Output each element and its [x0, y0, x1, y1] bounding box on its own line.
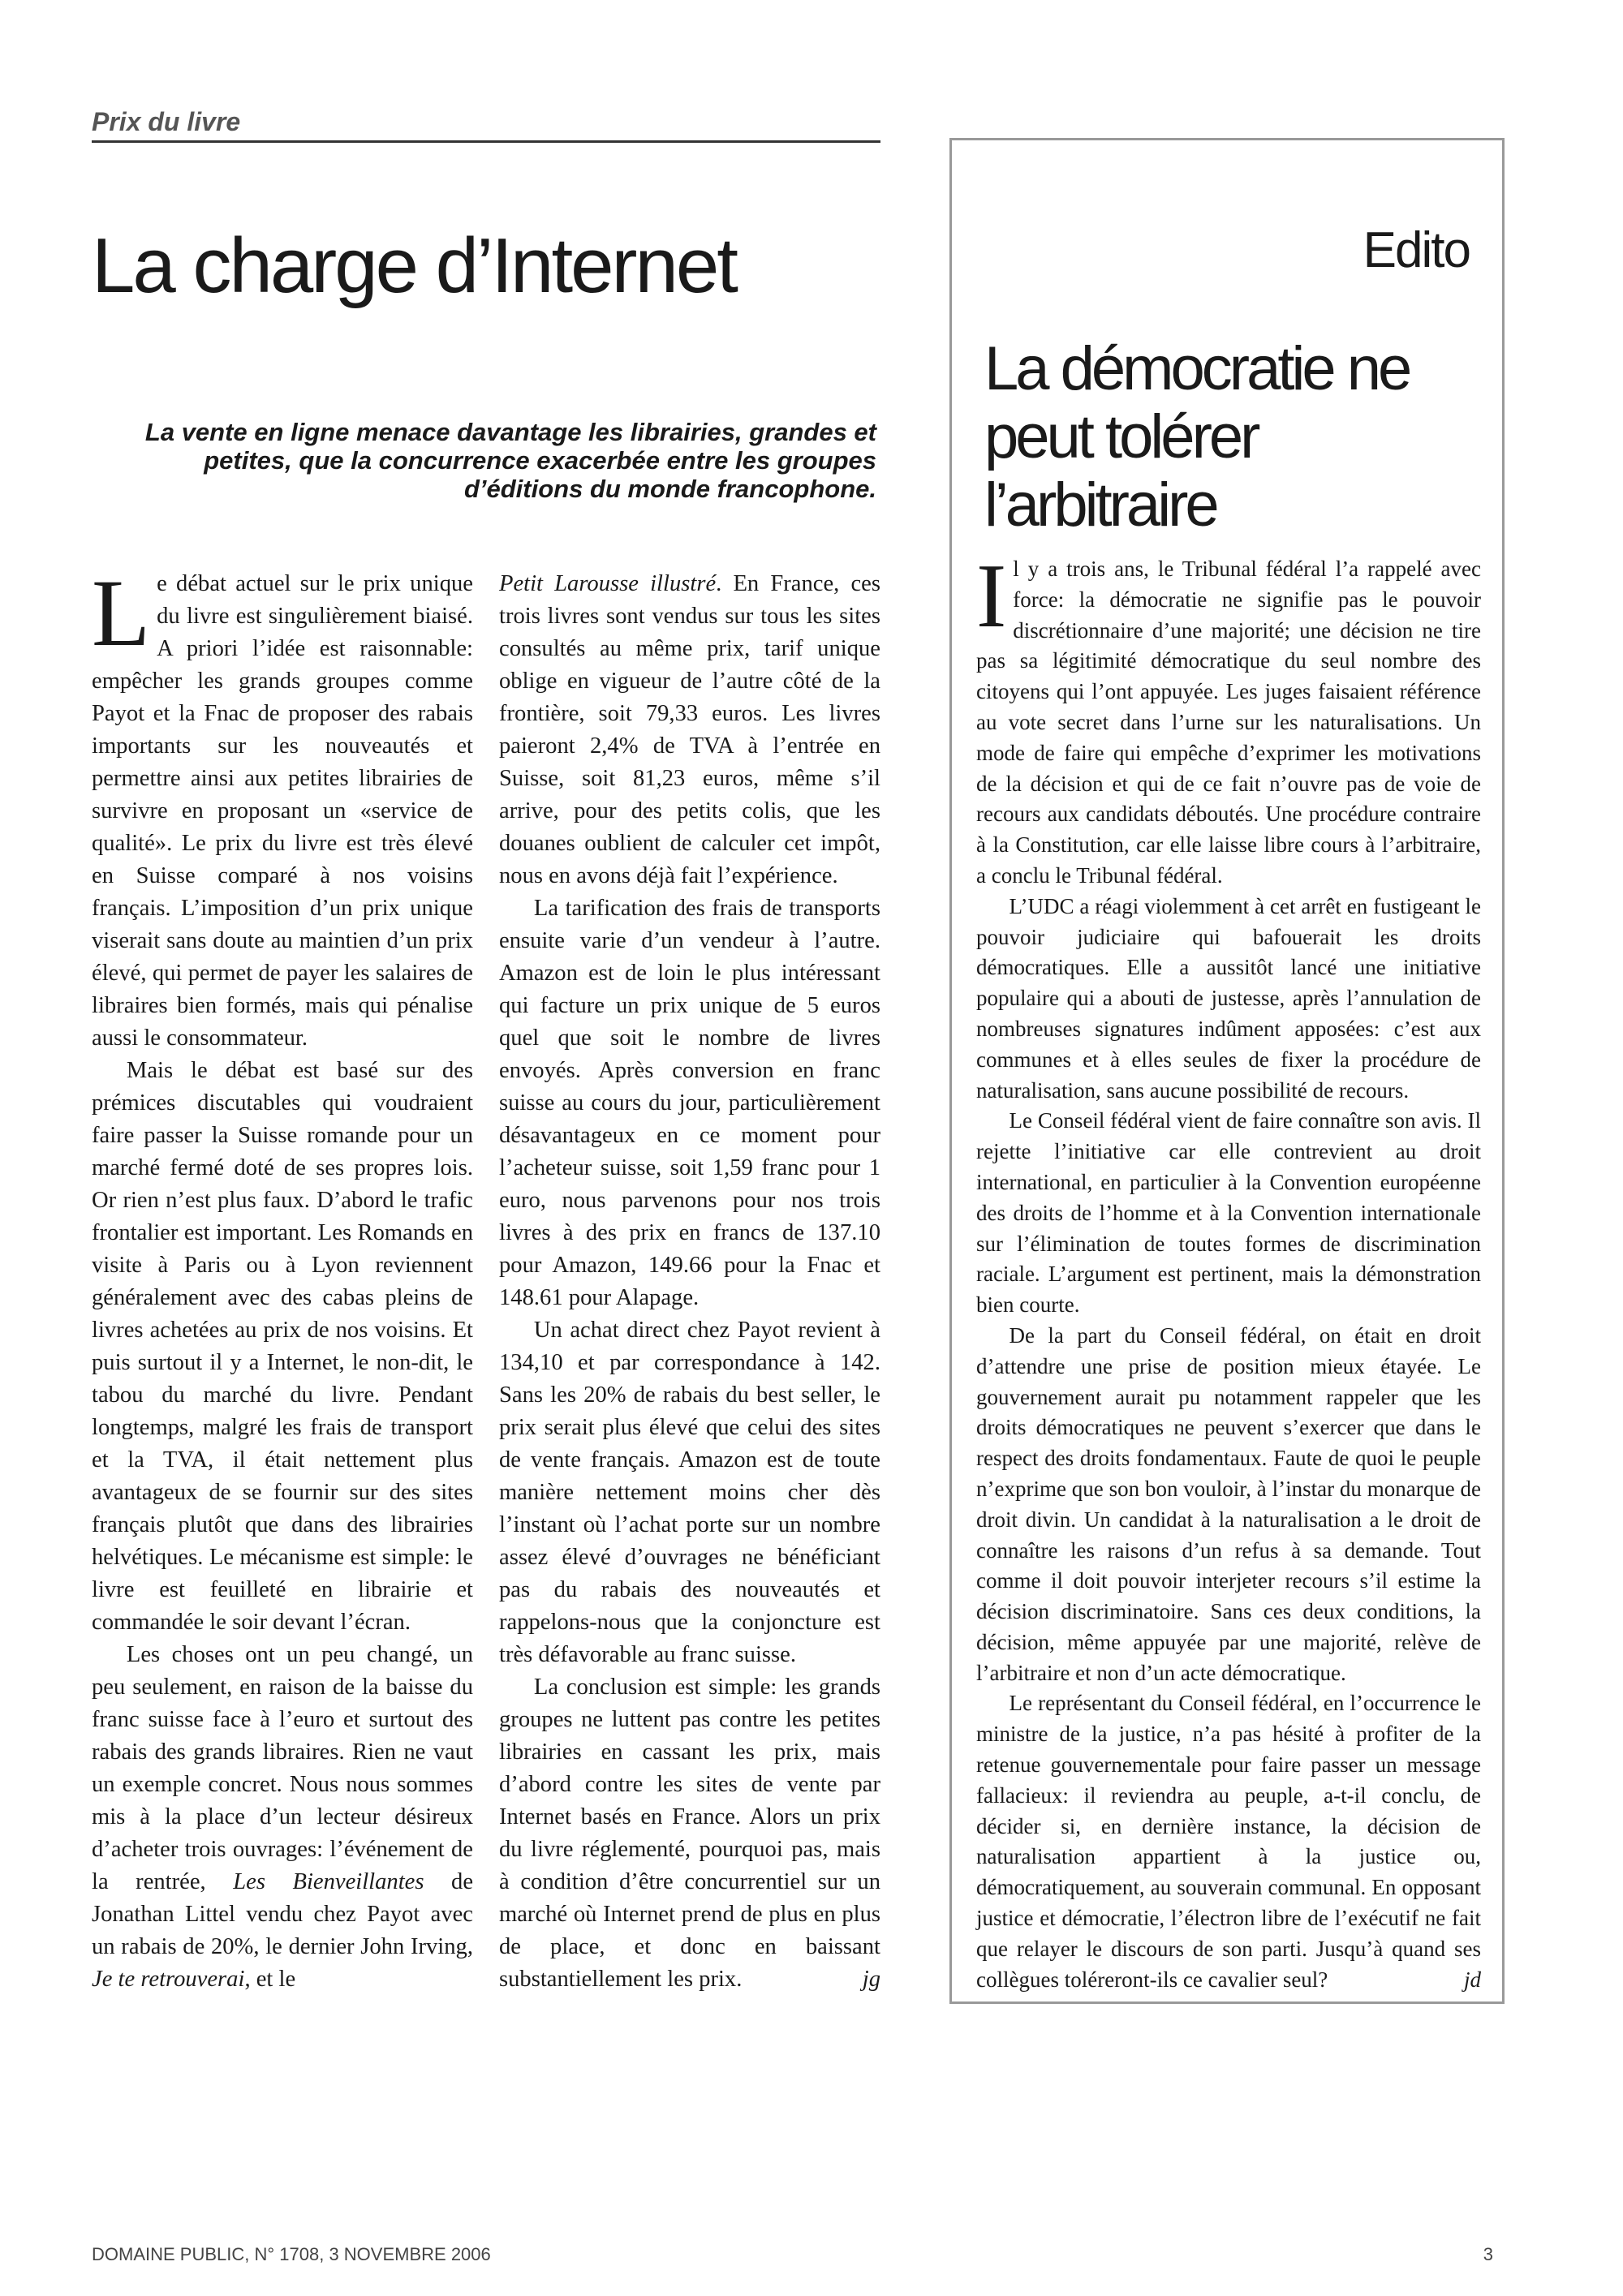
- edito-label: Edito: [1363, 222, 1470, 278]
- drop-cap: I: [976, 546, 1007, 647]
- article-paragraph: Un achat direct chez Payot revient à 134,10 et par correspondance à 142. Sans les 20% de rabais du best seller, le prix serait plus élevé que celui des sites de vente français. Amazon est de toute manière nettement moins cher dès l’instant où l’achat porte sur un nombre assez élevé d’ouvrages ne bénéficiant pas du rabais des nouveautés et rappelons-nous que la conjoncture est très défavorable au franc suisse.: [499, 1318, 880, 1667]
- article-paragraph: Petit Larousse illustré. En France, ces trois livres sont vendus sur tous les sites consultés au même prix, tarif unique oblige en vigueur de l’autre côté de la frontière, soit 79,33 euros. Les livres paieront 2,4% de TVA à l’entrée en Suisse, soit 81,23 euros, même s’il arrive, pour des petits colis, que les douanes oublient de calculer cet impôt, nous en avons déjà fait l’expérience.: [499, 571, 880, 888]
- article-title: La charge d’Internet: [92, 222, 736, 309]
- article-paragraph: La conclusion est simple: les grands groupes ne luttent pas contre les petites librairies en cassant les prix, mais d’abord contre les sites de vente par Internet basés en France. Alors un prix du livre réglementé, pourquoi pas, mais à condition d’être concurrentiel sur un marché où Internet prend de plus en plus de place, et donc en baissant substantiellement les prix. jg: [499, 1671, 880, 1996]
- edito-paragraph: Le Conseil fédéral vient de faire connaître son avis. Il rejette l’initiative car elle contrevient au droit international, en particulier à la Convention européenne des droits de l’homme et à la Convention internationale sur l’élimination de toutes formes de discrimination raciale. L’argument est pertinent, mais la démonstration bien courte.: [976, 1108, 1481, 1318]
- page-number: 3: [1483, 2244, 1493, 2264]
- article-paragraph: Le débat actuel sur le prix unique du livre est singulièrement biaisé. A priori l’idée est raisonnable: empêcher les grands groupes comme Payot et la Fnac de proposer des rabais importants sur les nouveautés et permettre ainsi aux petites librairies de survivre en proposant un «service de qualité». Le prix du livre est très élevé en Suisse comparé à nos voisins français. L’imposition d’un prix unique viserait sans doute au maintien d’un prix élevé, qui permet de payer les salaires de libraires bien formés, mais qui pénalise aussi le consommateur.: [92, 560, 473, 1051]
- edito-box: [949, 138, 1505, 2004]
- edito-paragraph: L’UDC a réagi violemment à cet arrêt en fustigeant le pouvoir judiciaire qui bafouerait les droits démocratiques. Elle a aussitôt lancé une initiative populaire qui a abouti de justesse, après l’annulation de nombreuses signatures indûment apposées: c’est aux communes et à elles seules de fixer la procédure de naturalisation, sans aucune possibilité de recours.: [976, 893, 1481, 1103]
- edito-paragraph: De la part du Conseil fédéral, on était en droit d’attendre une prise de position mieux étayée. Le gouvernement aurait pu notamment rappeler que les droits démocratiques ne peuvent s’exercer que dans le respect des droits fondamentaux. Faute de quoi le peuple n’exprime que son bon vouloir, à l’instar du monarque de droit divin. Un candidat à la naturalisation a le droit de connaître les raisons d’un refus à sa demande. Tout comme il doit pouvoir interjeter recours s’il estime la décision discriminatoire. Sans ces deux conditions, la décision, même appuyée par une majorité, relève de l’arbitraire et non d’un acte démocratique.: [976, 1322, 1481, 1685]
- article-column-2: [499, 568, 880, 1996]
- drop-cap: L: [92, 560, 151, 666]
- article-lead: La vente en ligne menace davantage les librairies, grandes et petites, que la concurrence exacerbée entre les groupes d’éditions du monde francophone.: [144, 418, 876, 503]
- section-rubric: Prix du livre: [92, 107, 880, 143]
- article-signature: jg: [862, 1967, 880, 1992]
- edito-title: La démocratie ne peut tolérer l’arbitraire: [984, 334, 1410, 540]
- article-paragraph: Les choses ont un peu changé, un peu seulement, en raison de la baisse du franc suisse face à l’euro et surtout des rabais des grands libraires. Rien ne vaut un exemple concret. Nous nous sommes mis à la place d’un lecteur désireux d’acheter trois ouvrages: l’événement de la rentrée, Les Bienveillantes de Jonathan Littel vendu chez Payot avec un rabais de 20%, le dernier John Irving, Je te retrouverai, et le: [92, 1642, 474, 1992]
- edito-paragraph: Il y a trois ans, le Tribunal fédéral l’a rappelé avec force: la démocratie ne signifie pas le pouvoir discrétionnaire d’une majorité; une décision ne tire pas sa légitimité démocratique du seul nombre des citoyens qui l’ont appuyée. Les juges faisaient référence au vote secret dans l’urne sur les naturalisations. Un mode de faire qui empêche d’exprimer les motivations de la décision et qui de ce fait n’ouvre pas de voie de recours aux candidats déboutés. Une procédure contraire à la Constitution, car elle laisse libre cours à l’arbitraire, a conclu le Tribunal fédéral.: [976, 546, 1481, 888]
- footer-publication: DOMAINE PUBLIC, N° 1708, 3 NOVEMBRE 2006: [92, 2244, 491, 2264]
- edito-signature: jd: [1463, 1967, 1481, 1992]
- edito-paragraph: Le représentant du Conseil fédéral, en l’occurrence le ministre de la justice, n’a pas hésité à profiter de la retenue gouvernementale pour faire passer un message fallacieux: il reviendra au peuple, a-t-il conclu, de décider si, en dernière instance, la décision de naturalisation appartient à la justice ou, démocratiquement, au souverain communal. En opposant justice et démocratie, l’électron libre de l’exécutif ne fait que relayer le discours de son parti. Jusqu’à quand ses collègues toléreront-ils ce cavalier seul? jd: [976, 1688, 1481, 1995]
- article-paragraph: Mais le débat est basé sur des prémices discutables qui voudraient faire passer la Suisse romande pour un marché fermé doté de ses propres lois. Or rien n’est plus faux. D’abord le trafic frontalier est important. Les Romands en visite à Paris ou à Lyon reviennent généralement avec des cabas pleins de livres achetées au prix de nos voisins. Et puis surtout il y a Internet, le non-dit, le tabou du marché du livre. Pendant longtemps, malgré les frais de transport et la TVA, il était nettement plus avantageux de se fournir sur des sites français plutôt que dans des librairies helvétiques. Le mécanisme est simple: le livre est feuilleté en librairie et commandée le soir devant l’écran.: [92, 1058, 473, 1635]
- article-paragraph: La tarification des frais de transports ensuite varie d’un vendeur à l’autre. Amazon est de loin le plus intéressant qui facture un prix unique de 5 euros quel que soit le nombre de livres envoyés. Après conversion en franc suisse au cours du jour, particulièrement désavantageux en ce moment pour l’acheteur suisse, soit 1,59 franc pour 1 euro, nous parvenons pour nos trois livres à des prix en francs de 137.10 pour Amazon, 149.66 pour la Fnac et 148.61 pour Alapage.: [499, 896, 880, 1310]
- edito-text: [976, 546, 1481, 1995]
- article-column-1: [92, 560, 474, 1996]
